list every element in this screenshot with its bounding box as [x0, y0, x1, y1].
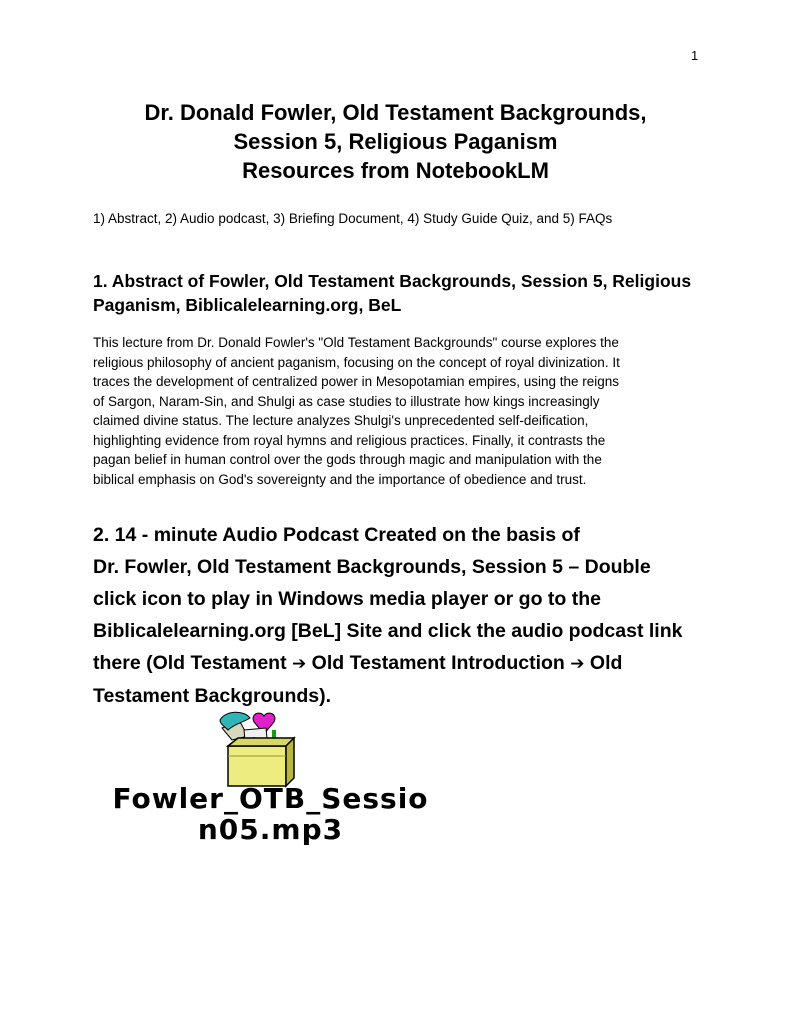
podcast-path-part-2: Old Testament Introduction	[306, 652, 571, 674]
audio-file-name[interactable]	[98, 783, 443, 845]
abstract-paragraph	[93, 333, 713, 489]
abstract-line: highlighting evidence from royal hymns and religious practices. Finally, it contrasts the	[93, 432, 606, 448]
contents-list: 1) Abstract, 2) Audio podcast, 3) Briefing Document, 4) Study Guide Quiz, and 5) FAQs	[93, 211, 613, 226]
abstract-heading-line-1: 1. Abstract of Fowler, Old Testament Backgrounds, Session 5, Religious	[93, 271, 692, 291]
podcast-path-part-3: Old	[584, 652, 623, 674]
abstract-line: traces the development of centralized power in Mesopotamian empires, using the reigns	[93, 374, 620, 389]
podcast-heading-line-4: Biblicalelearning.org [BeL] Site and click the audio podcast link	[93, 620, 683, 642]
abstract-line: This lecture from Dr. Donald Fowler's "Old Testament Backgrounds" course explores the	[93, 335, 619, 350]
abstract-line: claimed divine status. The lecture analyzes Shulgi's unprecedented self-deification,	[93, 413, 589, 428]
podcast-heading-line-2: Dr. Fowler, Old Testament Backgrounds, Session 5 – Double	[93, 556, 651, 578]
audio-file-name-line-2: n05.mp3	[197, 813, 344, 846]
title-line-3: Resources from NotebookLM	[242, 158, 549, 183]
title-line-2: Session 5, Religious Paganism	[233, 129, 558, 154]
package-icon[interactable]	[210, 708, 300, 792]
podcast-path-part-1: there (Old Testament	[93, 652, 293, 674]
abstract-heading	[93, 269, 733, 317]
podcast-heading	[93, 519, 733, 712]
abstract-line: religious philosophy of ancient paganism, focusing on the concept of royal divinization. It	[93, 354, 620, 370]
podcast-heading-line-5	[93, 647, 733, 680]
abstract-heading-line-2: Paganism, Biblicalelearning.org, BeL	[93, 295, 402, 315]
abstract-line: of Sargon, Naram-Sin, and Shulgi as case studies to illustrate how kings increasingly	[93, 393, 600, 409]
podcast-heading-line-6: Testament Backgrounds).	[93, 685, 332, 707]
right-arrow-icon: ➔	[570, 654, 585, 674]
page-number: 1	[691, 48, 699, 63]
podcast-heading-line-3: click icon to play in Windows media player or go to the	[93, 588, 601, 610]
abstract-line: biblical emphasis on God's sovereignty and the importance of obedience and trust.	[93, 471, 587, 487]
right-arrow-icon: ➔	[292, 654, 307, 674]
title-line-1: Dr. Donald Fowler, Old Testament Backgrounds,	[144, 100, 647, 125]
document-title	[0, 98, 791, 185]
abstract-line: pagan belief in human control over the gods through magic and manipulation with the	[93, 452, 602, 467]
audio-file-name-line-1: Fowler_OTB_Sessio	[112, 782, 429, 815]
podcast-heading-line-1: 2. 14 - minute Audio Podcast Created on the basis of	[93, 524, 580, 546]
